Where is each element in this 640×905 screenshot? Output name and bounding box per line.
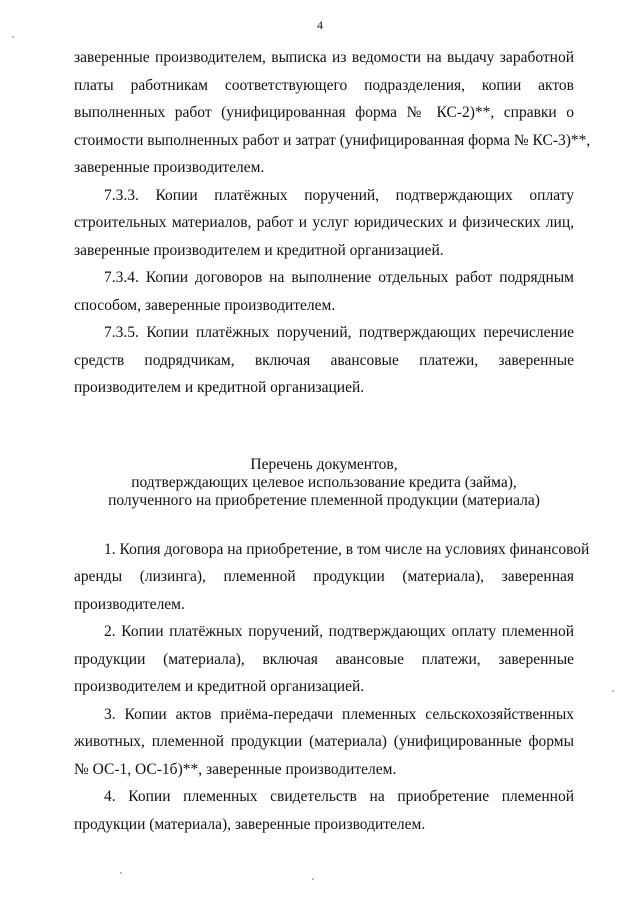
text-line: способом, заверенные производителем. bbox=[74, 296, 336, 314]
paragraph-7-3-2-continuation bbox=[74, 44, 591, 182]
text-line: стоимости выполненных работ и затрат (унифицированная форма № КС-3)**, bbox=[74, 131, 591, 149]
text-line: выполненных работ (унифицированная форма № КС-2)**, справки о bbox=[74, 104, 574, 121]
paragraph-7-3-5 bbox=[74, 319, 574, 402]
text-line: производителем и кредитной организацией. bbox=[74, 678, 365, 695]
list-item-1 bbox=[74, 536, 590, 619]
text-line: заверенные производителем, выписка из ведомости на выдачу заработной bbox=[74, 49, 574, 66]
heading-line: полученного на приобретение племенной продукции (материала) bbox=[108, 491, 540, 509]
text-line: производителем. bbox=[74, 595, 185, 613]
heading-line: Перечень документов, bbox=[250, 455, 398, 473]
text-line: средств подрядчикам, включая авансовые платежи, заверенные bbox=[74, 351, 574, 369]
text-line: аренды (лизинга), племенной продукции (материала), заверенная bbox=[74, 568, 574, 585]
text-line: продукции (материала), включая авансовые платежи, заверенные bbox=[74, 650, 574, 668]
text-line: строительных материалов, работ и услуг юридических и физических лиц, bbox=[74, 214, 574, 231]
document-body bbox=[74, 44, 591, 838]
text-line: 3. Копии актов приёма-передачи племенных сельскохозяйственных bbox=[104, 705, 574, 723]
text-line: производителем и кредитной организацией. bbox=[74, 379, 365, 396]
list-item-2 bbox=[74, 618, 574, 701]
text-line: 7.3.3. Копии платёжных поручений, подтверждающих оплату bbox=[104, 186, 574, 204]
scan-speck bbox=[612, 690, 614, 692]
heading-line: подтверждающих целевое использование кредита (займа), bbox=[131, 473, 517, 491]
text-line: № ОС-1, ОС-1б)**, заверенные производителем. bbox=[74, 760, 397, 778]
text-line: 4. Копии племенных свидетельств на приобретение племенной bbox=[104, 788, 574, 805]
scan-speck bbox=[12, 36, 14, 38]
text-line: животных, племенной продукции (материала) (унифицированные формы bbox=[74, 733, 574, 750]
text-line: 1. Копия договора на приобретение, в том числе на условиях финансовой bbox=[104, 540, 590, 558]
paragraph-7-3-3 bbox=[74, 182, 574, 265]
text-line: 2. Копии платёжных поручений, подтверждающих оплату племенной bbox=[104, 623, 574, 640]
text-line: продукции (материала), заверенные производителем. bbox=[74, 815, 426, 833]
list-item-4 bbox=[74, 783, 574, 838]
text-line: платы работникам соответствующего подразделения, копии актов bbox=[74, 76, 574, 94]
paragraph-7-3-4 bbox=[74, 264, 574, 319]
text-line: 7.3.5. Копии платёжных поручений, подтверждающих перечисление bbox=[104, 324, 574, 341]
text-line: 7.3.4. Копии договоров на выполнение отдельных работ подрядным bbox=[104, 269, 574, 286]
text-line: заверенные производителем и кредитной организацией. bbox=[74, 241, 444, 259]
page-number: 4 bbox=[317, 18, 323, 32]
text-line: заверенные производителем. bbox=[74, 159, 265, 176]
list-item-3 bbox=[74, 701, 574, 784]
section-heading bbox=[74, 456, 574, 510]
scan-speck bbox=[312, 878, 314, 880]
scan-speck bbox=[120, 872, 122, 874]
